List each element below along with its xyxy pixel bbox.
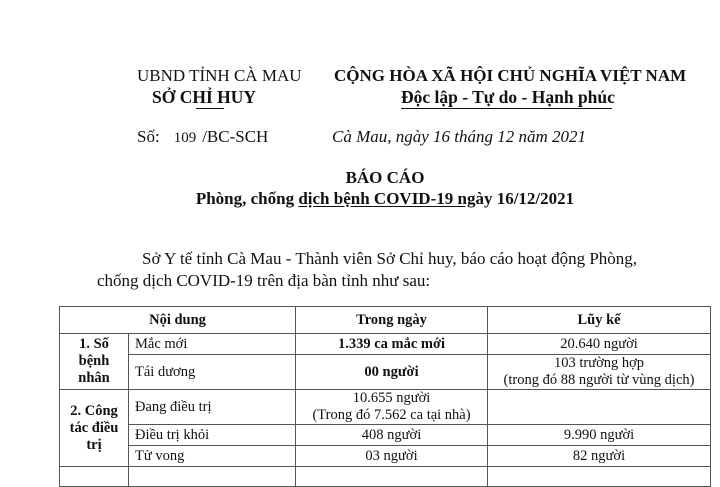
report-subtitle — [0, 189, 720, 209]
row-item: Đang điều trị — [129, 390, 296, 425]
intro-line-1: Sở Y tế tỉnh Cà Mau - Thành viên Sở Chỉ huy, báo cáo hoạt động Phòng, — [142, 249, 638, 268]
row-today: 00 người — [296, 355, 488, 390]
group-label: 2. Công tác điều trị — [60, 390, 129, 467]
header-cumulative: Lũy kế — [488, 307, 711, 334]
table-row — [60, 355, 711, 390]
today-value: 10.655 người — [352, 390, 431, 406]
row-item: Tử vong — [129, 446, 296, 467]
row-today: 1.339 ca mắc mới — [296, 334, 488, 355]
row-cumulative: 9.990 người — [488, 425, 711, 446]
table-row — [60, 390, 711, 425]
agency-name: SỞ CHỈ HUY — [152, 87, 257, 107]
doc-number-value: 109 — [173, 130, 197, 146]
subtitle-prefix: Phòng, chống — [195, 189, 299, 208]
row-cumulative: 82 người — [488, 446, 711, 467]
cumulative-note: (trong đó 88 người từ vùng dịch) — [503, 372, 695, 388]
doc-number-label: Số: — [137, 127, 160, 146]
row-item: Điều trị khỏi — [129, 425, 296, 446]
row-item: Mắc mới — [129, 334, 296, 355]
row-cumulative — [488, 355, 711, 390]
agency-parent: UBND TỈNH CÀ MAU — [137, 66, 302, 85]
row-today — [296, 390, 488, 425]
subtitle-underlined: dịch bệnh COVID-19 ng — [298, 189, 476, 208]
today-note: (Trong đó 7.562 ca tại nhà) — [312, 407, 471, 423]
row-item: Tái dương — [129, 355, 296, 390]
document-number — [137, 127, 268, 147]
motto-underline — [401, 108, 612, 109]
motto: Độc lập - Tự do - Hạnh phúc — [401, 87, 615, 107]
cumulative-value: 103 trường hợp — [553, 355, 645, 371]
table-row — [60, 446, 711, 467]
nation-title: CỘNG HÒA XÃ HỘI CHỦ NGHĨA VIỆT NAM — [334, 66, 687, 85]
subtitle-suffix: ày 16/12/2021 — [475, 189, 575, 208]
doc-code: /BC-SCH — [202, 127, 269, 146]
report-title: BÁO CÁO — [345, 168, 425, 187]
group-label: 1. Số bệnh nhân — [60, 334, 129, 390]
table-header-row — [60, 307, 711, 334]
header-today: Trong ngày — [296, 307, 488, 334]
row-cumulative: 20.640 người — [488, 334, 711, 355]
table-row — [60, 334, 711, 355]
intro-line-2: chống dịch COVID-19 trên địa bàn tỉnh như sau: — [97, 271, 431, 290]
row-today: 03 người — [296, 446, 488, 467]
agency-underline — [196, 108, 224, 109]
place-date: Cà Mau, ngày 16 tháng 12 năm 2021 — [332, 127, 587, 146]
report-table — [59, 306, 711, 487]
table-row — [60, 425, 711, 446]
row-today: 408 người — [296, 425, 488, 446]
header-content: Nội dung — [60, 307, 296, 334]
row-cumulative — [488, 390, 711, 425]
